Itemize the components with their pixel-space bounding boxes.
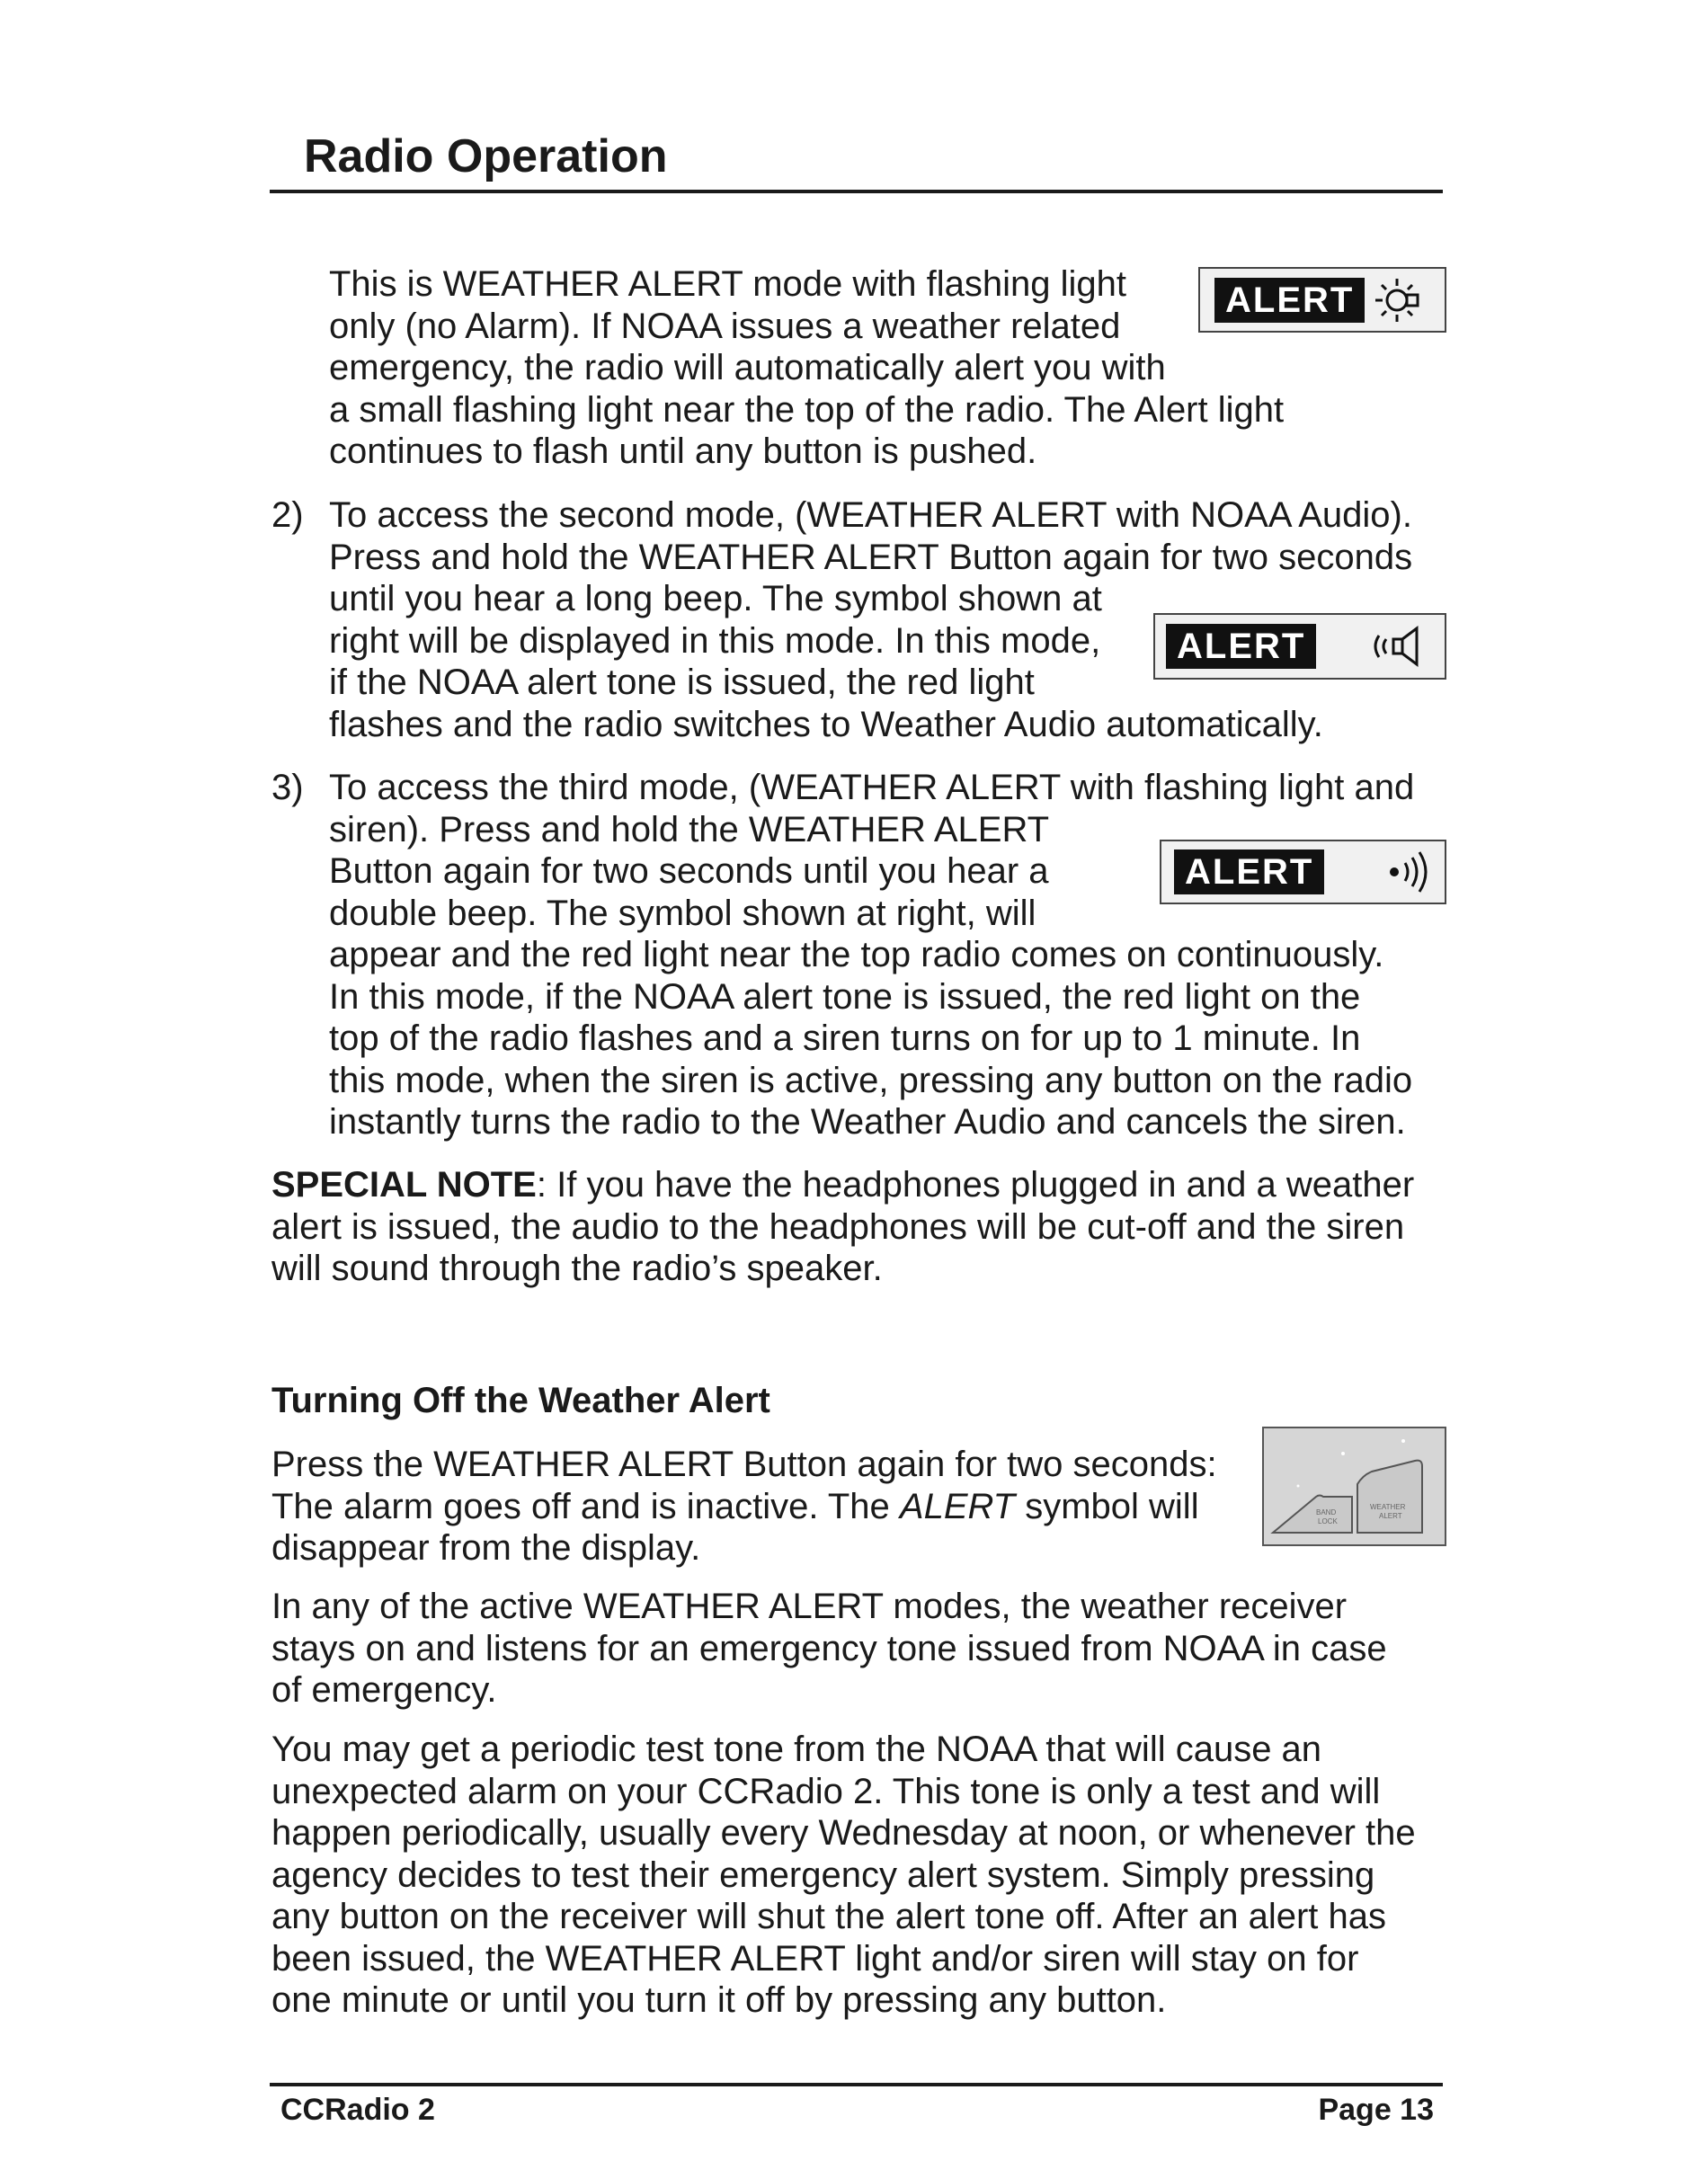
active-modes-line: In any of the active WEATHER ALERT modes, the weather receiver xyxy=(271,1587,1348,1626)
alert-symbol-word: ALERT xyxy=(899,1486,1016,1526)
mode1-line: a small flashing light near the top of the radio. The Alert light xyxy=(329,389,1285,430)
alert-badge-word: ALERT xyxy=(1214,278,1365,323)
test-tone-line: been issued, the WEATHER ALERT light and/or siren will stay on for xyxy=(271,1938,1359,1979)
siren-icon xyxy=(1385,847,1443,897)
radio-buttons-photo xyxy=(1262,1427,1446,1546)
panel-button-label: WEATHER xyxy=(1370,1503,1406,1511)
test-tone-line: agency decides to test their emergency alert system. Simply pressing xyxy=(271,1854,1375,1895)
mode3-line: appear and the red light near the top radio comes on continuously. xyxy=(329,935,1384,974)
mode2-number: 2) xyxy=(271,495,304,535)
section-heading: Turning Off the Weather Alert xyxy=(271,1381,770,1420)
test-tone-line: happen periodically, usually every Wednesday at noon, or whenever the xyxy=(271,1813,1416,1853)
mode3-line: To access the third mode, (WEATHER ALERT with flashing light and xyxy=(329,768,1415,807)
mode3-line: top of the radio flashes and a siren turns on for up to 1 minute. In xyxy=(329,1018,1361,1058)
alert-badge-word: ALERT xyxy=(1174,849,1324,894)
mode2-line: until you hear a long beep. The symbol shown at xyxy=(329,579,1102,618)
mode3-number: 3) xyxy=(271,768,304,807)
test-tone-line: You may get a periodic test tone from the NOAA that will cause an xyxy=(271,1730,1322,1769)
header-rule xyxy=(270,190,1443,193)
mode1-line: emergency, the radio will automatically alert you with xyxy=(329,348,1166,387)
flashing-light-icon xyxy=(1374,275,1428,325)
special-note-line: will sound through the radio’s speaker. xyxy=(271,1249,883,1288)
footer-rule xyxy=(270,2083,1443,2086)
active-modes-paragraph xyxy=(271,1586,1387,1712)
turn-off-text: symbol will xyxy=(1015,1486,1199,1526)
turn-off-paragraph xyxy=(271,1444,1217,1570)
mode3-paragraph xyxy=(329,767,1414,1143)
active-modes-line: stays on and listens for an emergency tone issued from NOAA in case xyxy=(271,1628,1387,1668)
turn-off-line: disappear from the display. xyxy=(271,1528,701,1568)
mode2-line: if the NOAA alert tone is issued, the red light xyxy=(329,663,1035,702)
footer-product: CCRadio 2 xyxy=(280,2093,435,2127)
alert-badge-word: ALERT xyxy=(1166,624,1316,669)
page-number: Page 13 xyxy=(1318,2093,1434,2127)
panel-button-label: BAND xyxy=(1316,1508,1337,1516)
mode2-line: Press and hold the WEATHER ALERT Button again for two seconds xyxy=(329,537,1413,577)
mode3-line: this mode, when the siren is active, pressing any button on the radio xyxy=(329,1060,1413,1100)
mode2-line: right will be displayed in this mode. In this mode, xyxy=(329,620,1101,661)
test-tone-line: any button on the receiver will shut the alert tone off. After an alert has xyxy=(271,1897,1386,1936)
page-title: Radio Operation xyxy=(304,130,668,182)
speaker-audio-icon xyxy=(1366,621,1438,671)
mode1-line: This is WEATHER ALERT mode with flashing light xyxy=(329,264,1126,304)
mode3-line: double beep. The symbol shown at right, will xyxy=(329,893,1036,933)
special-note-line: alert is issued, the audio to the headphones will be cut-off and the siren xyxy=(271,1206,1405,1247)
alert-badge-audio xyxy=(1153,613,1446,680)
active-modes-line: of emergency. xyxy=(271,1670,497,1710)
mode2-line: To access the second mode, (WEATHER ALERT with NOAA Audio). xyxy=(329,495,1412,535)
mode1-line: continues to flash until any button is pushed. xyxy=(329,431,1037,471)
turn-off-text: The alarm goes off and is inactive. The xyxy=(271,1486,900,1526)
mode3-line: Button again for two seconds until you hear a xyxy=(329,851,1049,891)
mode3-line: instantly turns the radio to the Weather Audio and cancels the siren. xyxy=(329,1102,1406,1142)
alert-badge-siren xyxy=(1160,840,1446,904)
special-note-text: : If you have the headphones plugged in and a weather xyxy=(536,1165,1415,1205)
mode2-line: flashes and the radio switches to Weather Audio automatically. xyxy=(329,704,1323,744)
test-tone-paragraph xyxy=(271,1729,1416,2022)
special-note-label: SPECIAL NOTE xyxy=(271,1165,537,1205)
panel-button-label: ALERT xyxy=(1379,1512,1402,1520)
mode1-paragraph xyxy=(329,263,1284,473)
panel-button-label: LOCK xyxy=(1318,1517,1338,1525)
mode1-line: only (no Alarm). If NOAA issues a weather related xyxy=(329,306,1121,346)
special-note xyxy=(271,1164,1414,1290)
mode3-line: siren). Press and hold the WEATHER ALERT xyxy=(329,809,1050,849)
test-tone-line: unexpected alarm on your CCRadio 2. This tone is only a test and will xyxy=(271,1771,1381,1811)
turn-off-line: Press the WEATHER ALERT Button again for two seconds: xyxy=(271,1445,1217,1484)
test-tone-line: one minute or until you turn it off by pressing any button. xyxy=(271,1980,1167,2020)
mode3-line: In this mode, if the NOAA alert tone is issued, the red light on the xyxy=(329,976,1361,1017)
alert-badge-light xyxy=(1198,267,1446,333)
